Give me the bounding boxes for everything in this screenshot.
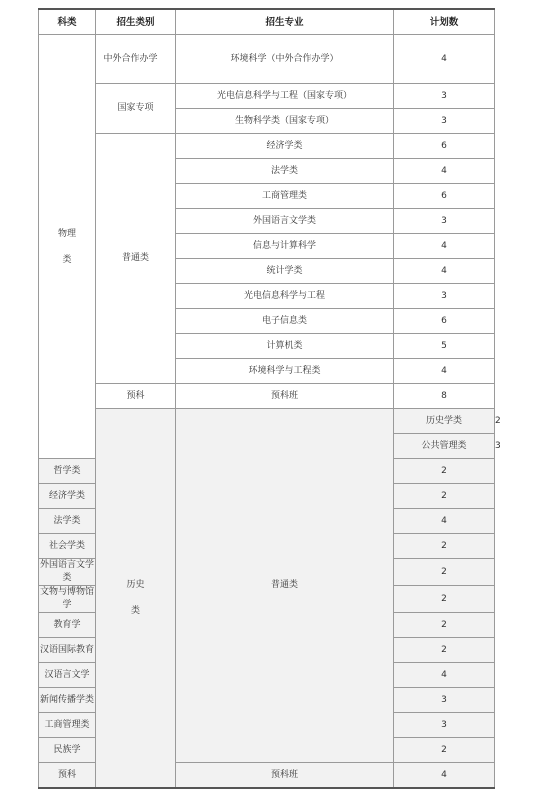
- major-cell: 信息与计算科学: [176, 234, 394, 259]
- quota-cell: 4: [394, 509, 495, 534]
- category-general-history: 普通类: [176, 409, 394, 763]
- quota-cell: 2: [394, 559, 495, 586]
- major-cell: 环境科学与工程类: [176, 359, 394, 384]
- major-cell: 统计学类: [176, 259, 394, 284]
- major-cell: 法学类: [176, 159, 394, 184]
- major-cell: 外国语言文学类: [39, 559, 96, 586]
- category-prep-physics: 预科: [96, 384, 176, 409]
- major-cell: 汉语国际教育: [39, 638, 96, 663]
- quota-cell: 4: [394, 359, 495, 384]
- quota-cell: 4: [394, 159, 495, 184]
- quota-cell: 2: [394, 459, 495, 484]
- quota-cell: 6: [394, 184, 495, 209]
- quota-cell: 3: [394, 713, 495, 738]
- header-subject: 科类: [39, 9, 96, 35]
- quota-cell: 3: [394, 84, 495, 109]
- quota-cell: 3: [394, 284, 495, 309]
- table-row: [39, 84, 495, 109]
- quota-cell: 2: [394, 534, 495, 559]
- category-sino-foreign: 中外合作办学: [96, 35, 176, 84]
- quota-cell: 3: [394, 688, 495, 713]
- major-cell: 外国语言文学类: [176, 209, 394, 234]
- major-cell: 历史学类: [394, 409, 495, 434]
- quota-cell: 3: [394, 209, 495, 234]
- quota-cell: 8: [394, 384, 495, 409]
- quota-cell: 2: [394, 484, 495, 509]
- quota-cell: 2: [394, 638, 495, 663]
- table-row: [39, 134, 495, 159]
- major-cell: 电子信息类: [176, 309, 394, 334]
- major-cell: 经济学类: [39, 484, 96, 509]
- quota-cell: 6: [394, 134, 495, 159]
- table-row: 历史类 普通类 历史学类 2: [39, 409, 495, 434]
- major-cell: 工商管理类: [176, 184, 394, 209]
- major-cell: 计算机类: [176, 334, 394, 359]
- quota-cell: 2: [394, 738, 495, 763]
- quota-cell: 4: [394, 663, 495, 688]
- quota-cell: 6: [394, 309, 495, 334]
- major-cell: 社会学类: [39, 534, 96, 559]
- subject-history: 历史类: [96, 409, 176, 789]
- major-cell: 预科班: [176, 384, 394, 409]
- header-major: 招生专业: [176, 9, 394, 35]
- major-cell: 新闻传播学类: [39, 688, 96, 713]
- major-cell: 文物与博物馆学: [39, 586, 96, 613]
- major-cell: 环境科学（中外合作办学）: [176, 35, 394, 84]
- quota-cell: 3: [394, 109, 495, 134]
- header-quota: 计划数: [394, 9, 495, 35]
- quota-cell: 5: [394, 334, 495, 359]
- major-cell: 预科班: [176, 763, 394, 789]
- major-cell: 汉语言文学: [39, 663, 96, 688]
- category-general-physics: 普通类: [96, 134, 176, 384]
- table-row: 公共管理类 3: [39, 434, 495, 459]
- major-cell: 哲学类: [39, 459, 96, 484]
- major-cell: 经济学类: [176, 134, 394, 159]
- major-cell: 法学类: [39, 509, 96, 534]
- table-row: [39, 35, 495, 84]
- quota-cell: 4: [394, 234, 495, 259]
- quota-cell: 4: [394, 259, 495, 284]
- category-prep-history: 预科: [39, 763, 96, 789]
- major-cell: 光电信息科学与工程: [176, 284, 394, 309]
- table-header-row: [39, 9, 495, 35]
- major-cell: 教育学: [39, 613, 96, 638]
- quota-cell: 2: [394, 586, 495, 613]
- category-national: 国家专项: [96, 84, 176, 134]
- enrollment-plan-table: [38, 8, 501, 789]
- major-cell: 民族学: [39, 738, 96, 763]
- major-cell: 公共管理类: [394, 434, 495, 459]
- quota-cell: 2: [394, 613, 495, 638]
- header-category: 招生类别: [96, 9, 176, 35]
- major-cell: 工商管理类: [39, 713, 96, 738]
- table-row: [39, 384, 495, 409]
- subject-physics: 物理类: [39, 35, 96, 459]
- major-cell: 光电信息科学与工程（国家专项）: [176, 84, 394, 109]
- major-cell: 生物科学类（国家专项）: [176, 109, 394, 134]
- quota-cell: 4: [394, 35, 495, 84]
- quota-cell: 4: [394, 763, 495, 789]
